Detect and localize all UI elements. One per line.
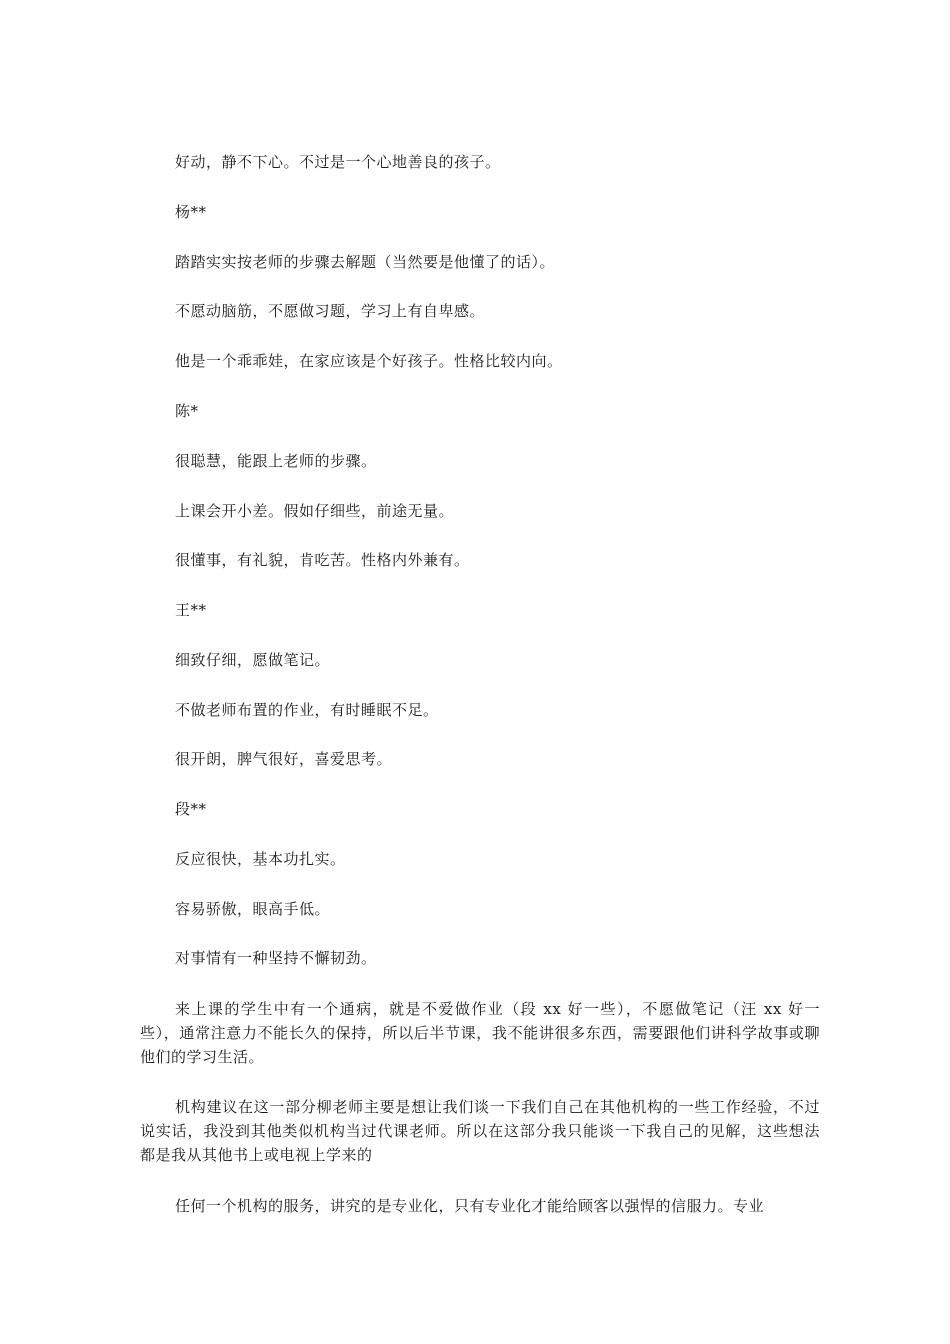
text-line: 好动，静不下心。不过是一个心地善良的孩子。	[175, 153, 501, 171]
body-paragraph: 来上课的学生中有一个通病，就是不爱做作业（段 xx 好一些），不愿做笔记（汪 xx 好一些），通常注意力不能长久的保持，所以后半节课，我不能讲很多东西，需要跟他们讲科学故事或聊他们的学习生活。	[140, 1000, 820, 1066]
body-paragraph: 任何一个机构的服务，讲究的是专业化，只有专业化才能给顾客以强悍的信服力。专业	[175, 1197, 765, 1215]
student-name: 陈*	[175, 402, 199, 420]
text-line: 上课会开小差。假如仔细些，前途无量。	[175, 502, 455, 520]
text-line: 细致仔细，愿做笔记。	[175, 651, 331, 669]
student-name: 杨**	[175, 203, 207, 221]
text-line: 容易骄傲，眼高手低。	[175, 900, 331, 918]
student-name: 王**	[175, 601, 207, 619]
text-line: 不愿动脑筋，不愿做习题，学习上有自卑感。	[175, 302, 486, 320]
text-line: 不做老师布置的作业，有时睡眠不足。	[175, 701, 439, 719]
text-line: 对事情有一种坚持不懈韧劲。	[175, 949, 377, 967]
text-line: 很开朗，脾气很好，喜爱思考。	[175, 750, 393, 768]
text-line: 很聪慧，能跟上老师的步骤。	[175, 452, 377, 470]
body-paragraph: 机构建议在这一部分柳老师主要是想让我们谈一下我们自己在其他机构的一些工作经验，不过说实话，我没到其他类似机构当过代课老师。所以在这部分我只能谈一下我自己的见解，这些想法都是我从其他书上或电视上学来的	[140, 1098, 820, 1164]
student-name: 段**	[175, 800, 207, 818]
text-line: 他是一个乖乖娃，在家应该是个好孩子。性格比较内向。	[175, 352, 563, 370]
text-line: 踏踏实实按老师的步骤去解题（当然要是他懂了的话）。	[175, 253, 556, 271]
text-line: 反应很快，基本功扎实。	[175, 850, 346, 868]
text-line: 很懂事，有礼貌，肯吃苦。性格内外兼有。	[175, 551, 470, 569]
